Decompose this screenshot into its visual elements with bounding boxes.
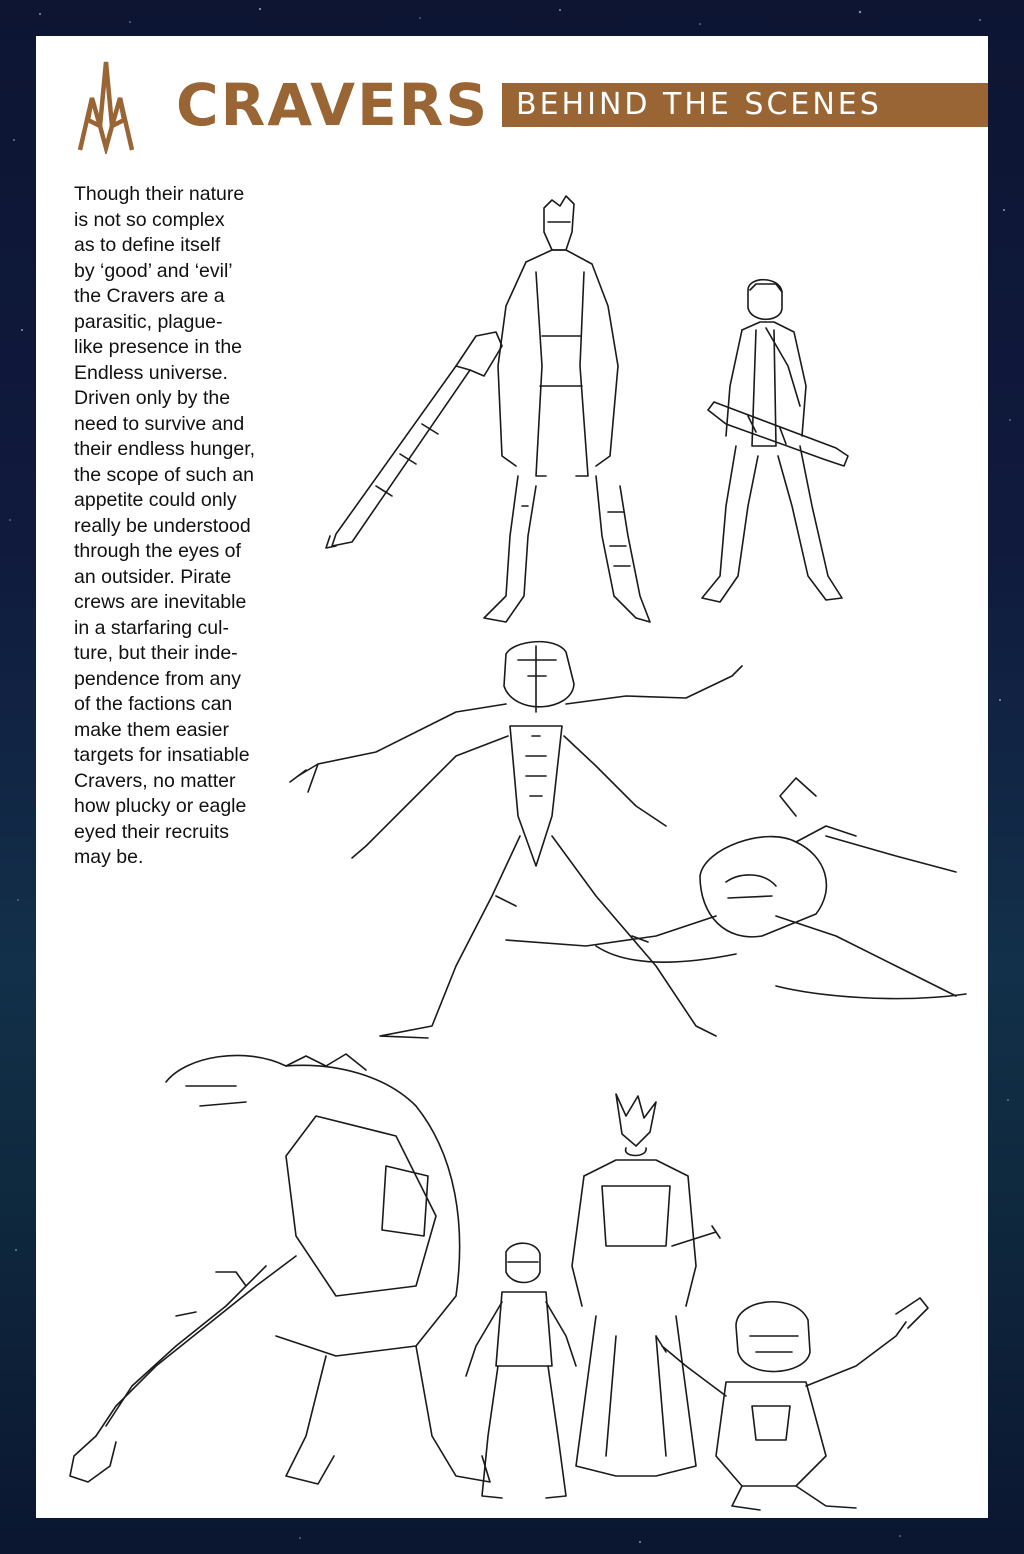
sketch-shark-craver bbox=[70, 1054, 490, 1484]
sketch-robed-craver bbox=[572, 1094, 720, 1476]
content-page bbox=[36, 36, 988, 1518]
section-banner: BEHIND THE SCENES bbox=[502, 83, 988, 127]
sketch-young-pirate bbox=[702, 280, 848, 602]
sketch-furry-gunslinger bbox=[656, 1298, 928, 1510]
intro-paragraph: Though their nature is not so complex as to define itself by ‘good’ and ‘evil’ the Cravers are a parasitic, plague- like presence in the Endless universe. Driven only by the need to survive and their endless hunger, the scope of such an appetite could only really be understood through the eyes of an outsider. Pirate crews are inevitable in a starfaring cul- ture, but their inde- pendence from any of the factions can make them easier targets for insatiable Cravers, no matter how plucky or eagle eyed their recruits may be. bbox=[74, 183, 256, 868]
concept-sketch-art bbox=[36, 36, 988, 1518]
sketch-pirate-captain bbox=[326, 196, 650, 622]
sketch-crawling-craver bbox=[506, 778, 966, 999]
page-title: CRAVERS bbox=[176, 71, 490, 139]
sketch-insectoid-craver bbox=[290, 642, 742, 1038]
